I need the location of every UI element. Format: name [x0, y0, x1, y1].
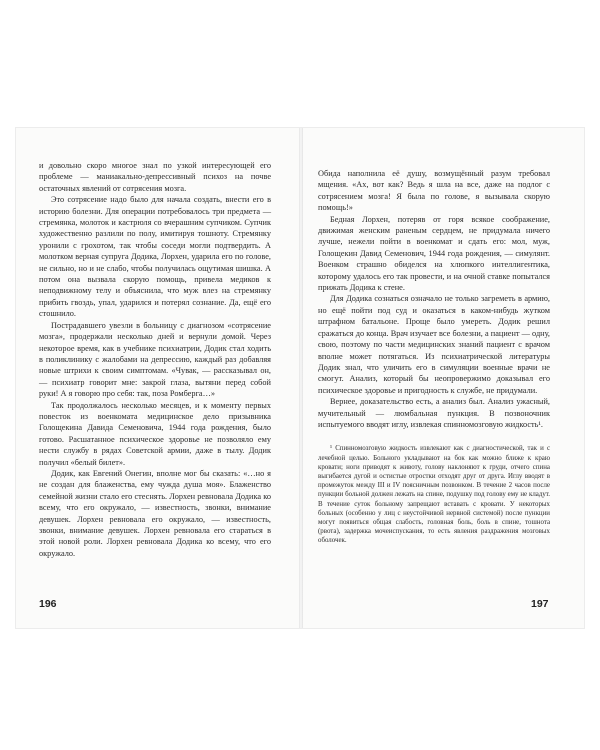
page-number-right: 197	[531, 598, 549, 610]
paragraph: Додик, как Евгений Онегин, вполне мог бы сказать: «…но я не создан для блаженства, ему чужда душа моя». Блаженство семейной жизни стало его стеснять. Лорхен ревновала Додика ко всему, что его окружало, — известность, звонки, внимание девушек. Лорхен ревновала его окружало, — известность, звонки, внимание девушек. Лорхен ревновала его стараться в этой новой роли. Лорхен ревновала Додика ко всему, что его окружало.	[39, 468, 271, 558]
left-page	[39, 160, 271, 559]
paragraph: Так продолжалось несколько месяцев, и к моменту первых повесток из военкомата медицинское дело призывника Голощекина Давида Семеновича, 1944 года рождения, было готово. Расшатанное психическое здоровье не позволяло ему нести службу в рядах Советской армии, даже в тылу. Додик получил «белый билет».	[39, 400, 271, 467]
page-number-left: 196	[39, 598, 57, 610]
paragraph: Для Додика сознаться означало не только загреметь в армию, но ещё пойти под суд и оказаться в каком-нибудь жутком штрафном батальоне. Проще было умереть. Додик решил сражаться до конца. Врач изучает все болезни, а пациент — одну, свою, поэтому по части медицинских знаний пациент с врачом вполне может потягаться. Из психиатрической литературы Додик знал, что уличить его в симуляции военные врачи не смогут. Анализ, который бы неопровержимо доказывал его психическое здоровье и пригодность к службе, не придумали.	[318, 294, 550, 395]
paragraph: и довольно скоро многое знал по узкой интересующей его проблеме — маниакально-депрессивный психоз на почве остаточных явлений от сотрясения мозга.	[39, 161, 271, 193]
paragraph: Это сотрясение надо было для начала создать, внести его в историю болезни. Для операции потребовалось три предмета — стремянка, молоток и кастрюля со вчерашним супчиком. Супчик художественно разлили по полу, имитируя тошноту. Стремянку уронили с грохотом, так чтобы соседи могли подтвердить. А молотком верная супруга Додика, Лорхен, ударила его по голове, не сильно, но и не слабо, чтобы получилась ощутимая шишка. А потом она вызвала скорую помощь, привела медиков к неподвижному телу и объяснила, что муж влез на стремянку прибить гвоздь, упал, ударился и потерял сознание. Да, ещё его стошнило.	[39, 195, 271, 319]
paragraph: Бедная Лорхен, потеряв от горя всякое соображение, движимая женским раненым сердцем, не придумала ничего лучше, нежели пойти в военкомат и сдать его: мол, муж, Голощекин Давид Семенович, 1944 года рождения, — симулянт. Военком страшно обиделся на хлюпкого интеллигентика, которому удалось его так провести, и на очной ставке попытался прижать Додика к стене.	[318, 214, 550, 293]
paragraph: Пострадавшего увезли в больницу с диагнозом «сотрясение мозга», продержали несколько дней и вернули домой. Через некоторое время, как в учебнике психиатрии, Додик стал ходить в поликлинику с жалобами на депрессию, каждый раз добавляя новые штрихи к своим симптомам. «Чувак, — рассказывал он, — психиатр говорит мне: закрой глаза, вытяни перед собой руки! А я говорю про себя: так, поза Ромберга…»	[39, 320, 271, 399]
footnote: ¹ Спинномозговую жидкость извлекают как с диагностической, так и с лечебной целью. Больного укладывают на бок как можно ближе к краю кровати; ноги приводят к животу, голову наклоняют к груди, отчего спина выгибается дугой и остистые отростки отходят друг от друга. Иглу вводят в промежуток между III и IV поясничным позвонком. В течение 2 часов после пункции больной должен лежать на спине, подушку под голову ему не кладут. В течение суток больному запрещают вставать с кровати. У некоторых больных (особенно у лиц с неустойчивой нервной системой) после пункции могут появиться общая слабость, головная боль, боль в спине, тошнота (рвота), задержка мочеиспускания, то есть явления раздражения мозговых оболочек.	[318, 445, 550, 545]
book-spread	[16, 128, 584, 628]
paragraph: Вернее, доказательство есть, а анализ был. Анализ ужасный, мучительный — люмбальная пункция. В позвоночник испытуемого вводят иглу, извлекая спинномозговую жидкость¹.	[318, 397, 550, 429]
right-page	[318, 168, 550, 546]
book-gutter	[299, 128, 303, 628]
paragraph: Обида наполнила её душу, возмущённый разум требовал мщения. «Ах, вот как? Ведь я шла на все, даже на подлог с сотрясением мозга! Я была по голове, я вызывала скорую помощь!»	[318, 169, 550, 213]
